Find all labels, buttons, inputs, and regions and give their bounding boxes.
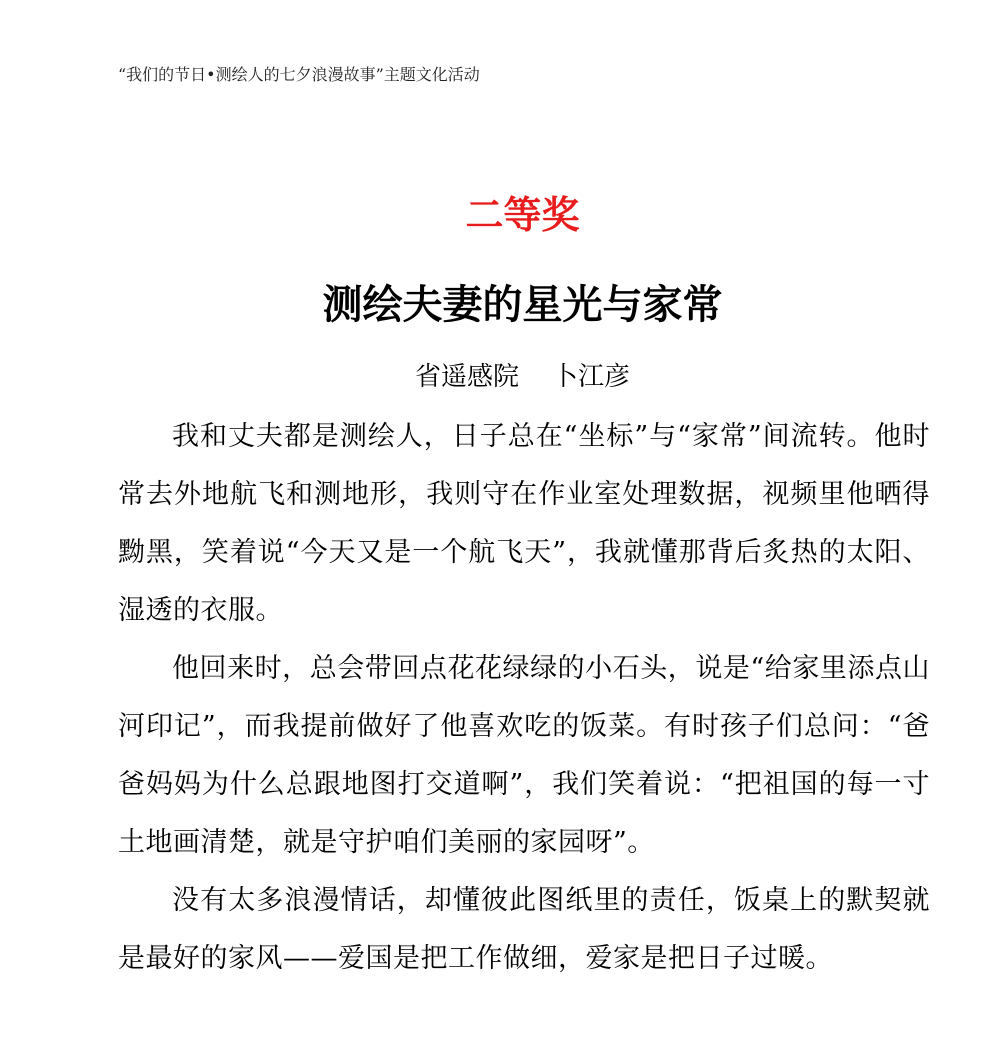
- article-title: 测绘夫妻的星光与家常: [322, 281, 723, 328]
- event-header: “我们的节日•测绘人的七夕浪漫故事”主题文化活动: [118, 65, 480, 84]
- author-byline: 省遥感院 卜江彦: [414, 362, 631, 392]
- paragraph: 他回来时，总会带回点花花绿绿的小石头，说是“给家里添点山河印记”，而我提前做好了他喜欢吃的饭菜。有时孩子们总问：“爸爸妈妈为什么总跟地图打交道啊”，我们笑着说：“把祖国的每一寸土地画清楚，就是守护咱们美丽的家园呀”。: [118, 653, 930, 858]
- article-body: [118, 408, 930, 988]
- paragraph: 我和丈夫都是测绘人，日子总在“坐标”与“家常”间流转。他时常去外地航飞和测地形，我则守在作业室处理数据，视频里他晒得黝黑，笑着说“今天又是一个航飞天”，我就懂那背后炙热的太阳、湿透的衣服。: [118, 421, 930, 626]
- paragraph: 没有太多浪漫情话，却懂彼此图纸里的责任，饭桌上的默契就是最好的家风——爱国是把工作做细，爱家是把日子过暖。: [118, 885, 930, 974]
- award-label: 二等奖: [465, 192, 580, 237]
